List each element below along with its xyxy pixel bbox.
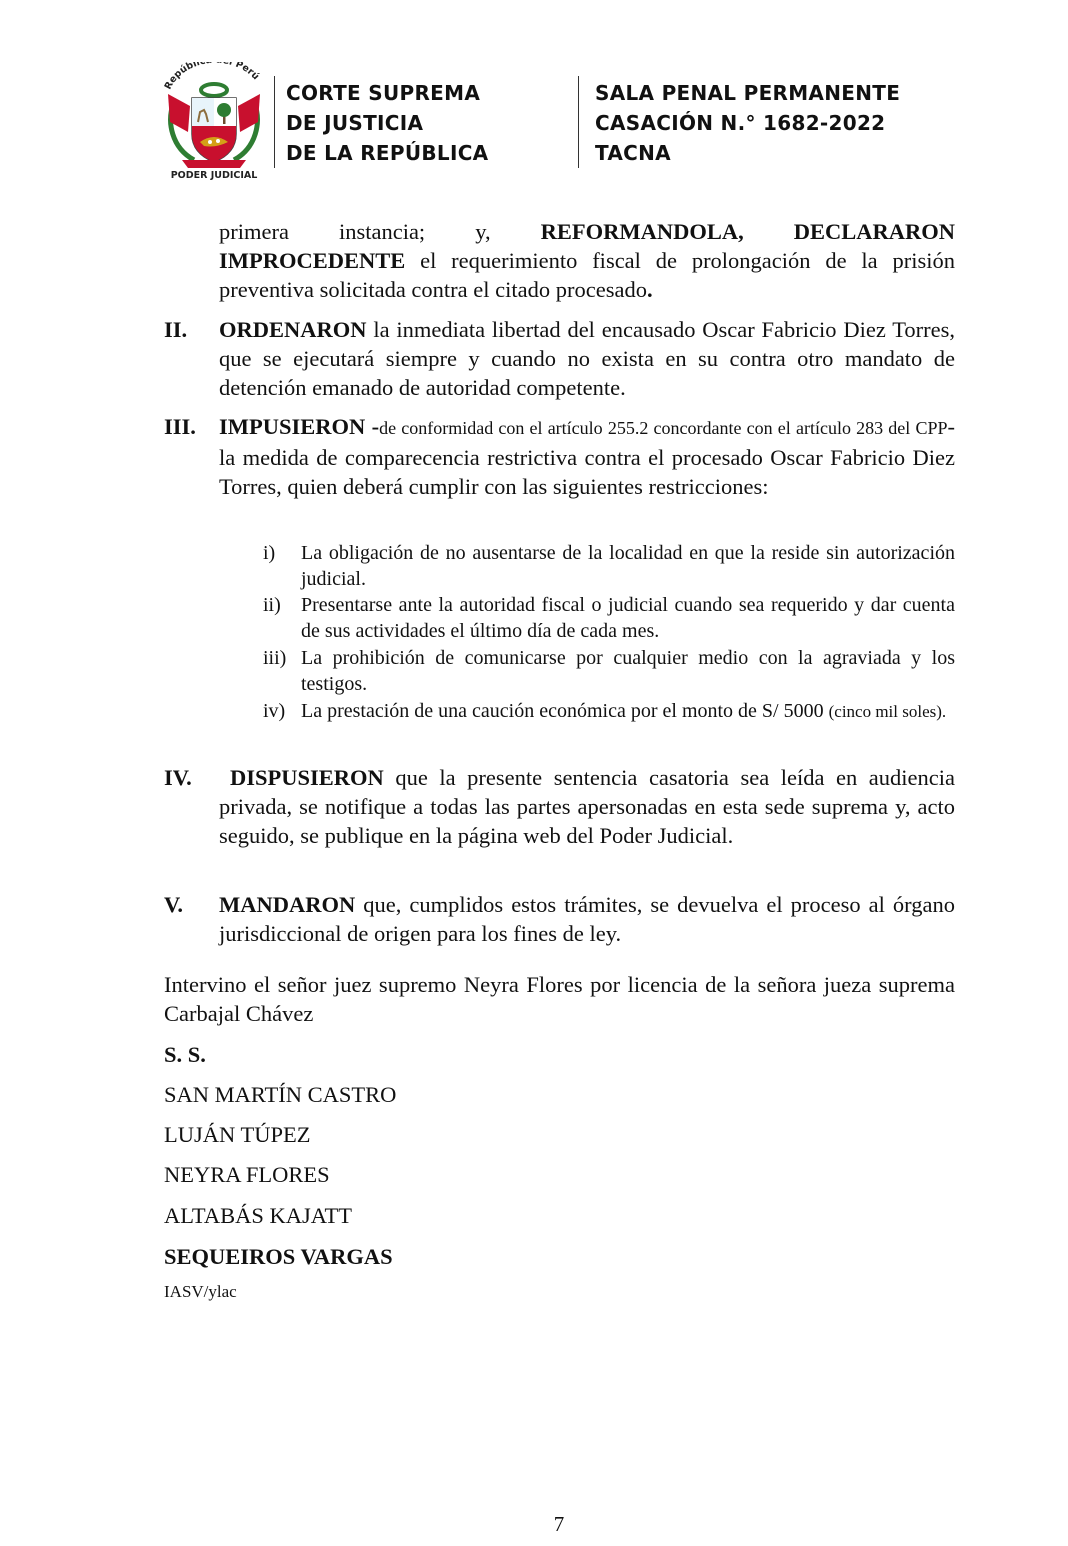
court-line-2: DE JUSTICIA	[286, 111, 424, 135]
judge-name: LUJÁN TÚPEZ	[164, 1122, 311, 1147]
court-name-block	[286, 78, 488, 168]
continued-paragraph: primera instancia; y, REFORMANDOLA, DECLARARON IMPROCEDENTE el requerimiento fiscal de prolongación de la prisión preventiva solicitada contra el citado procesado.	[219, 219, 955, 302]
judge-name: SAN MARTÍN CASTRO	[164, 1082, 397, 1107]
case-number: CASACIÓN N.° 1682-2022	[595, 111, 886, 135]
item-number-ii: II.	[164, 317, 188, 342]
header-divider-right	[578, 76, 579, 168]
coat-of-arms-icon	[160, 62, 268, 180]
judge-name-speaker: SEQUEIROS VARGAS	[164, 1244, 393, 1269]
item-number-v: V.	[164, 892, 183, 917]
poder-judicial-seal	[160, 62, 268, 180]
header-divider-left	[274, 76, 275, 168]
item-iv-text: DISPUSIERON que la presente sentencia casatoria sea leída en audiencia privada, se notifique a todas las partes apersonadas en esta sede suprema y, acto seguido, se publique en la página web del Poder Judicial.	[219, 765, 955, 848]
chamber-name: SALA PENAL PERMANENTE	[595, 81, 901, 105]
case-info-block	[595, 78, 900, 168]
judge-name: ALTABÁS KAJATT	[164, 1203, 353, 1228]
item-iii-text: IMPUSIERON -de conformidad con el artículo 255.2 concordante con el artículo 283 del CPP- la medida de comparecencia restrictiva contra el procesado Oscar Fabricio Diez Torres, quien deberá cumplir con las siguientes restricciones:	[219, 414, 955, 499]
intervention-note: Intervino el señor juez supremo Neyra Flores por licencia de la señora jueza suprema Carbajal Chávez	[164, 972, 955, 1026]
court-line-1: CORTE SUPREMA	[286, 81, 481, 105]
item-number-iii: III.	[164, 414, 196, 439]
item-number-iv: IV.	[164, 765, 192, 790]
item-ii-text: ORDENARON la inmediata libertad del encausado Oscar Fabricio Diez Torres, que se ejecutará siempre y cuando no exista en su contra otro mandato de detención emanado de autoridad competente.	[219, 317, 955, 400]
svg-text:República del Perú	[163, 62, 262, 91]
court-line-3: DE LA REPÚBLICA	[286, 141, 489, 165]
seal-bottom-text: PODER JUDICIAL	[170, 170, 258, 180]
page-number: 7	[553, 1512, 565, 1536]
case-location: TACNA	[595, 141, 671, 165]
ss-heading: S. S.	[164, 1042, 206, 1067]
drafter-initials: IASV/ylac	[164, 1282, 237, 1301]
seal-top-text: Repúbli l Perú	[162, 62, 262, 92]
judge-name: NEYRA FLORES	[164, 1162, 330, 1187]
item-v-text: MANDARON que, cumplidos estos trámites, se devuelva el proceso al órgano jurisdiccional de origen para los fines de ley.	[219, 892, 955, 946]
